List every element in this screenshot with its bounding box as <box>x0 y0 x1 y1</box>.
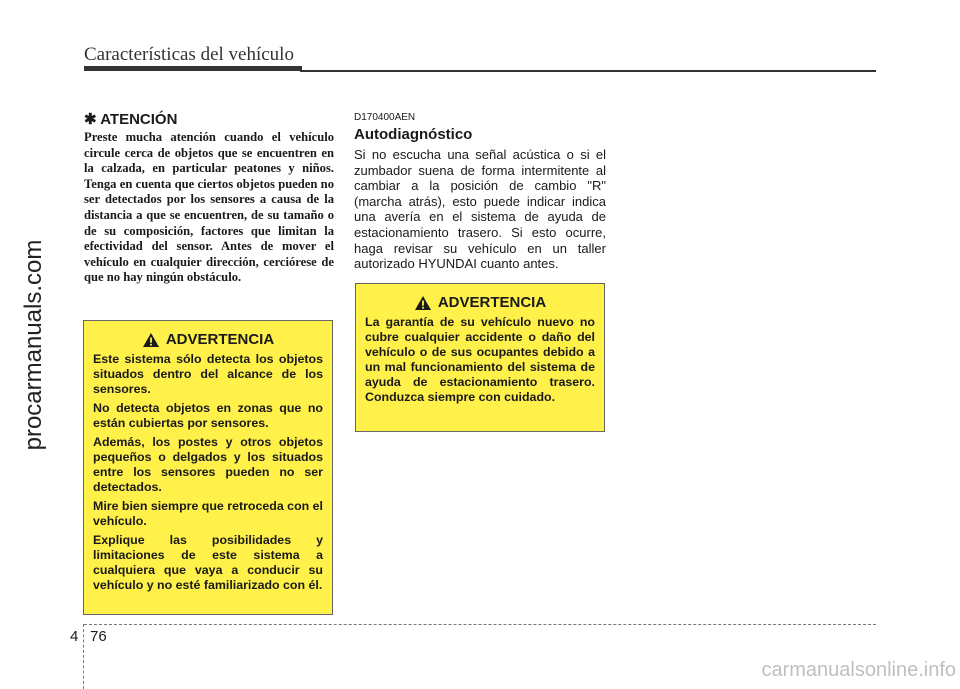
footer-rule <box>84 624 876 625</box>
section-title: Autodiagnóstico <box>354 126 473 143</box>
left-column <box>84 110 334 286</box>
header-rule-thick <box>84 66 302 71</box>
footer-divider <box>83 624 84 689</box>
warning-title-right: ADVERTENCIA <box>437 294 547 311</box>
warning-box-right <box>355 283 605 432</box>
warning-heading-right <box>365 294 595 311</box>
header-rule-thin <box>300 70 876 72</box>
warning-triangle-icon <box>142 332 160 348</box>
warning-left-paragraph: Este sistema sólo detecta los objetos situados dentro del alcance de los sensores. <box>93 352 323 396</box>
attention-heading <box>84 110 334 128</box>
chapter-number: 4 <box>70 628 79 645</box>
section-code: D170400AEN <box>354 112 416 123</box>
page-header-title: Características del vehículo <box>84 44 294 65</box>
warning-left-paragraph: Además, los postes y otros objetos pequeños o delgados y los situados entre los sensores pueden no ser detectados. <box>93 435 323 494</box>
attention-title: ATENCIÓN <box>100 111 178 128</box>
warning-left-paragraph: Mire bien siempre que retroceda con el vehículo. <box>93 499 323 528</box>
footer-watermark: carmanualsonline.info <box>761 659 956 681</box>
right-column <box>354 112 606 272</box>
asterisk-icon: ✱ <box>84 111 97 128</box>
side-watermark: procarmanuals.com <box>20 239 47 451</box>
warning-left-paragraph: Explique las posibilidades y limitaciones de este sistema a cualquiera que vaya a conducir su vehículo y no esté familiarizado con él. <box>93 533 323 592</box>
warning-heading-left <box>93 331 323 348</box>
warning-left-paragraph: No detecta objetos en zonas que no están cubiertas por sensores. <box>93 401 323 430</box>
page-number: 76 <box>90 628 107 645</box>
warning-triangle-icon <box>414 295 432 311</box>
warning-right-paragraph: La garantía de su vehículo nuevo no cubre cualquier accidente o daño del vehículo o de sus ocupantes debido a un mal funcionamiento del sistema de ayuda de estacionamiento trasero. Conduzca siempre con cuidado. <box>365 315 595 404</box>
warning-title-left: ADVERTENCIA <box>165 331 275 348</box>
section-body: Si no escucha una señal acústica o si el zumbador suena de forma intermitente al cambiar a la posición de cambio "R" (marcha atrás), esto puede indicar indica una avería en el sistema de ayuda de estacionamiento trasero. Si esto ocurre, haga revisar su vehículo en un taller autorizado HYUNDAI cuanto antes. <box>354 147 606 272</box>
attention-body: Preste mucha atención cuando el vehículo circule cerca de objetos que se encuentren en la calzada, en particular peatones y niños. Tenga en cuenta que ciertos objetos pueden no ser detectados por los sensores a causa de la distancia a que se encuentren, de su tamaño o de su composición, factores que limitan la efectividad del sensor. Antes de mover el vehículo en cualquier dirección, cerciórese de que no hay ningún obstáculo. <box>84 130 334 285</box>
warning-box-left <box>83 320 333 615</box>
